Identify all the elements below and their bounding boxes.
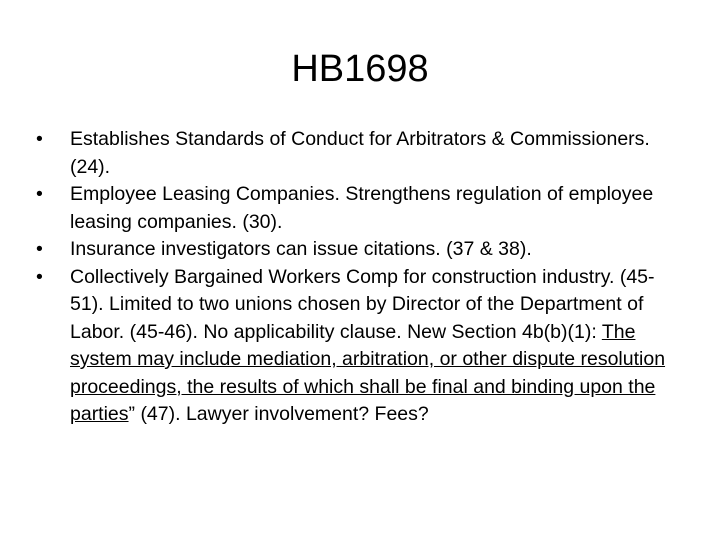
bullet-list	[36, 126, 686, 429]
bullet-item-employee-leasing	[36, 181, 686, 236]
bullet-item-insurance-investigators	[36, 236, 686, 264]
bullet-marker: •	[36, 238, 43, 260]
bullet-marker: •	[36, 183, 43, 205]
bullet-item-collective-bargaining	[36, 264, 686, 429]
bullet-marker: •	[36, 128, 43, 150]
bullet-marker: •	[36, 265, 43, 288]
bullet-item-arbitrators	[36, 126, 686, 181]
underlined-quote: The system may include mediation, arbitration, or other dispute resolution proceedings, the results of which shall be final and binding upon the parties	[70, 320, 666, 425]
slide-title: HB1698	[291, 48, 429, 90]
bullet-text: Employee Leasing Companies. Strengthens regulation of employee leasing companies. (30).	[70, 183, 654, 233]
bullet-text-after: ” (47). Lawyer involvement? Fees?	[128, 403, 429, 425]
bullet-text: Insurance investigators can issue citations. (37 & 38).	[70, 238, 532, 260]
bullet-text-before: Collectively Bargained Workers Comp for construction industry. (45-51). Limited to two unions chosen by Director of the Department of Labor. (45-46). No applicability clause. New Section 4b(b)(1):	[70, 265, 655, 343]
bullet-text: Establishes Standards of Conduct for Arbitrators & Commissioners. (24).	[70, 128, 650, 178]
